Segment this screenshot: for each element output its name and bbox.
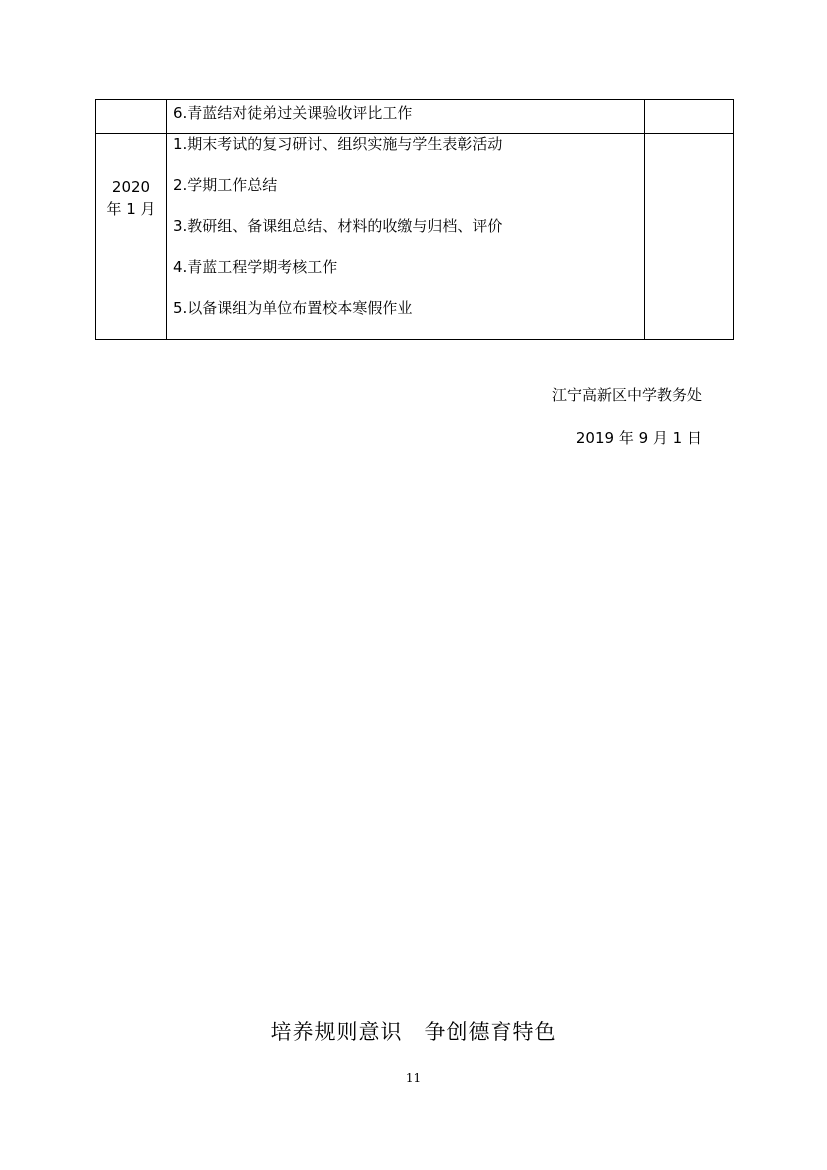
date-cell	[96, 100, 167, 134]
note-cell	[645, 134, 734, 340]
content-cell: 6.青蓝结对徒弟过关课验收评比工作	[167, 100, 645, 134]
table-row	[96, 134, 734, 340]
list-item: 2.学期工作总结	[173, 176, 278, 194]
content-cell	[167, 134, 645, 340]
date-cell	[96, 134, 167, 340]
list-item: 3.教研组、备课组总结、材料的收缴与归档、评价	[173, 217, 503, 235]
signature-date: 2019 年 9 月 1 日	[575, 429, 702, 447]
table-row	[96, 100, 734, 134]
footer-motto: 培养规则意识 争创德育特色	[270, 1020, 557, 1044]
work-plan-table	[95, 99, 734, 340]
note-cell	[645, 100, 734, 134]
list-item: 4.青蓝工程学期考核工作	[173, 258, 338, 276]
signature-organization: 江宁高新区中学教务处	[551, 386, 702, 404]
date-month: 年 1 月	[106, 200, 156, 218]
date-year: 2020	[111, 178, 151, 196]
list-item: 5.以备课组为单位布置校本寒假作业	[173, 299, 413, 317]
page-number: 11	[405, 1071, 422, 1085]
list-item: 1.期末考试的复习研讨、组织实施与学生表彰活动	[173, 135, 503, 153]
